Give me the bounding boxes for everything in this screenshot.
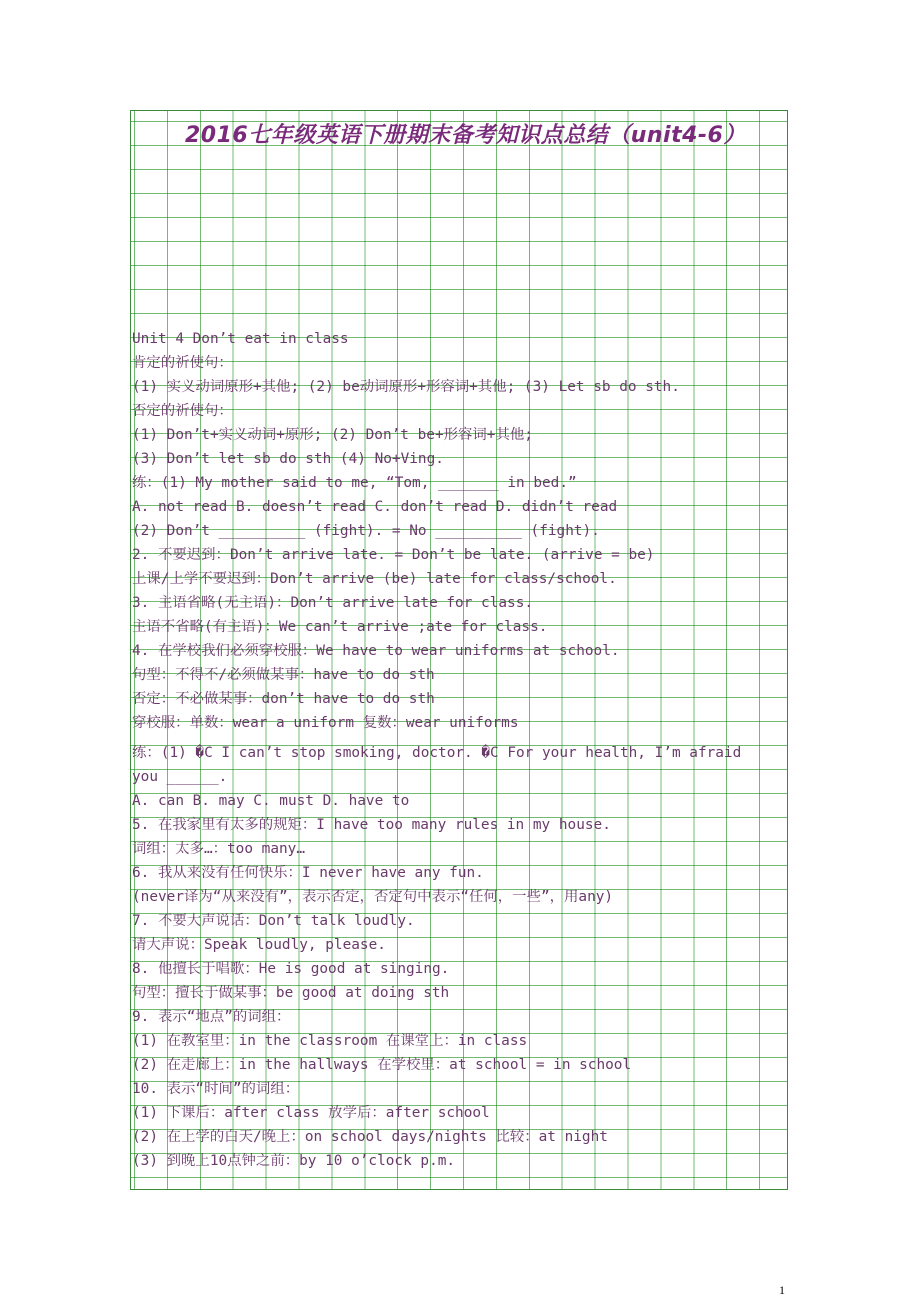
text-line: 6. 我从来没有任何快乐：I never have any fun. (132, 865, 484, 881)
text-line: 否定的祈使句： (132, 403, 233, 419)
text-line: (1) 在教室里：in the classroom 在课堂上：in class (132, 1033, 528, 1049)
text-line: (3) 到晚上10点钟之前：by 10 o’clock p.m. (132, 1153, 456, 1169)
text-line: A. not read B. doesn’t read C. don’t read D. didn’t read (132, 499, 618, 515)
text-line: (never译为“从来没有”，表示否定，否定句中表示“任何，一些”，用any) (132, 889, 614, 905)
text-line: 练：(1) My mother said to me, “Tom, _______ in bed.” (132, 475, 577, 491)
text-line: 句型：擅长于做某事：be good at doing sth (132, 985, 450, 1001)
text-line: A. can B. may C. must D. have to (132, 793, 410, 809)
text-line: 上课/上学不要迟到：Don’t arrive (be) late for class/school. (132, 571, 617, 587)
text-line: 词组：太多…：too many… (132, 841, 305, 857)
text-line: 3. 主语省略(无主语)：Don’t arrive late for class. (132, 595, 534, 611)
text-line: (1) Don’t+实义动词+原形; (2) Don’t be+形容词+其他; (132, 427, 533, 443)
text-line: 5. 在我家里有太多的规矩：I have too many rules in my house. (132, 817, 611, 833)
text-line: 10. 表示“时间”的词组： (132, 1081, 300, 1097)
text-line: 8. 他擅长于唱歌：He is good at singing. (132, 961, 450, 977)
text-line: 否定：不必做某事：don’t have to do sth (132, 691, 435, 707)
text-line: (3) Don’t let sb do sth (4) No+Ving. (132, 451, 444, 467)
document-body (132, 327, 832, 1173)
text-line: (1) 下课后：after class 放学后：after school (132, 1105, 490, 1121)
text-line: 9. 表示“地点”的词组： (132, 1009, 291, 1025)
text-line: 请大声说：Speak loudly, please. (132, 937, 386, 953)
text-line: 7. 不要大声说话：Don’t talk loudly. (132, 913, 415, 929)
text-line: (2) 在上学的白天/晚上：on school days/nights 比较：at night (132, 1129, 608, 1145)
text-line: (2) 在走廊上：in the hallways 在学校里：at school = in school (132, 1057, 632, 1073)
page-number: 1 (779, 1283, 785, 1297)
text-line: Unit 4 Don’t eat in class (132, 331, 349, 347)
text-line: 主语不省略(有主语)：We can’t arrive ;ate for class. (132, 619, 548, 635)
text-line: you ______. (132, 769, 228, 785)
document-title: 2016七年级英语下册期末备考知识点总结（unit4-6） (185, 123, 746, 148)
text-line: 练：(1) �C I can’t stop smoking, doctor. �C For your health, I’m afraid (132, 745, 742, 761)
text-line: 2. 不要迟到：Don’t arrive late. = Don’t be late. (arrive = be) (132, 547, 655, 563)
text-line: (2) Don’t __________ (fight). = No __________ (fight). (132, 523, 600, 539)
text-line: 4. 在学校我们必须穿校服：We have to wear uniforms at school. (132, 643, 620, 659)
text-line: 穿校服：单数：wear a uniform 复数：wear uniforms (132, 715, 519, 731)
text-line: 句型：不得不/必须做某事：have to do sth (132, 667, 435, 683)
text-line: (1) 实义动词原形+其他; (2) be动词原形+形容词+其他; (3) Let sb do sth. (132, 379, 680, 395)
text-line: 肯定的祈使句： (132, 355, 233, 371)
